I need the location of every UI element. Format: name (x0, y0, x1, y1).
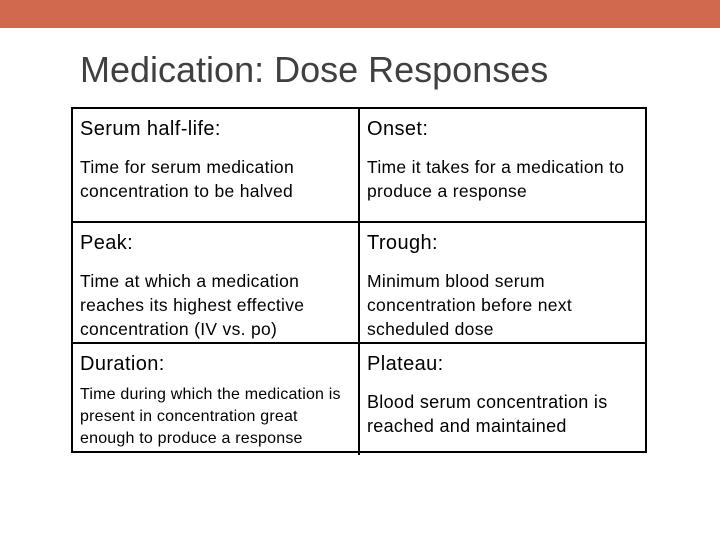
term-peak: Peak: (80, 232, 134, 254)
dose-response-table (71, 107, 647, 453)
term-trough: Trough: (367, 232, 438, 254)
term-onset: Onset: (367, 118, 429, 140)
definition-plateau: Blood serum concentration is reached and maintained (367, 392, 608, 436)
term-duration: Duration: (80, 353, 165, 375)
table-cell-duration (73, 344, 360, 455)
slide-title: Medication: Dose Responses (80, 49, 549, 90)
table-cell-trough (360, 223, 647, 344)
term-serum-half-life: Serum half-life: (80, 118, 221, 140)
table-cell-peak (73, 223, 360, 344)
term-plateau: Plateau: (367, 353, 444, 375)
definition-onset: Time it takes for a medication to produce a response (367, 157, 625, 201)
table-cell-onset (360, 109, 647, 223)
definition-peak: Time at which a medication reaches its highest effective concentration (IV vs. po) (80, 271, 305, 339)
table-cell-plateau (360, 344, 647, 455)
top-accent-bar (0, 0, 720, 28)
definition-duration: Time during which the medication is present in concentration great enough to produce a response (80, 386, 341, 447)
table-cell-serum-half-life (73, 109, 360, 223)
definition-trough: Minimum blood serum concentration before next scheduled dose (367, 271, 572, 339)
definition-serum-half-life: Time for serum medication concentration to be halved (80, 157, 294, 201)
